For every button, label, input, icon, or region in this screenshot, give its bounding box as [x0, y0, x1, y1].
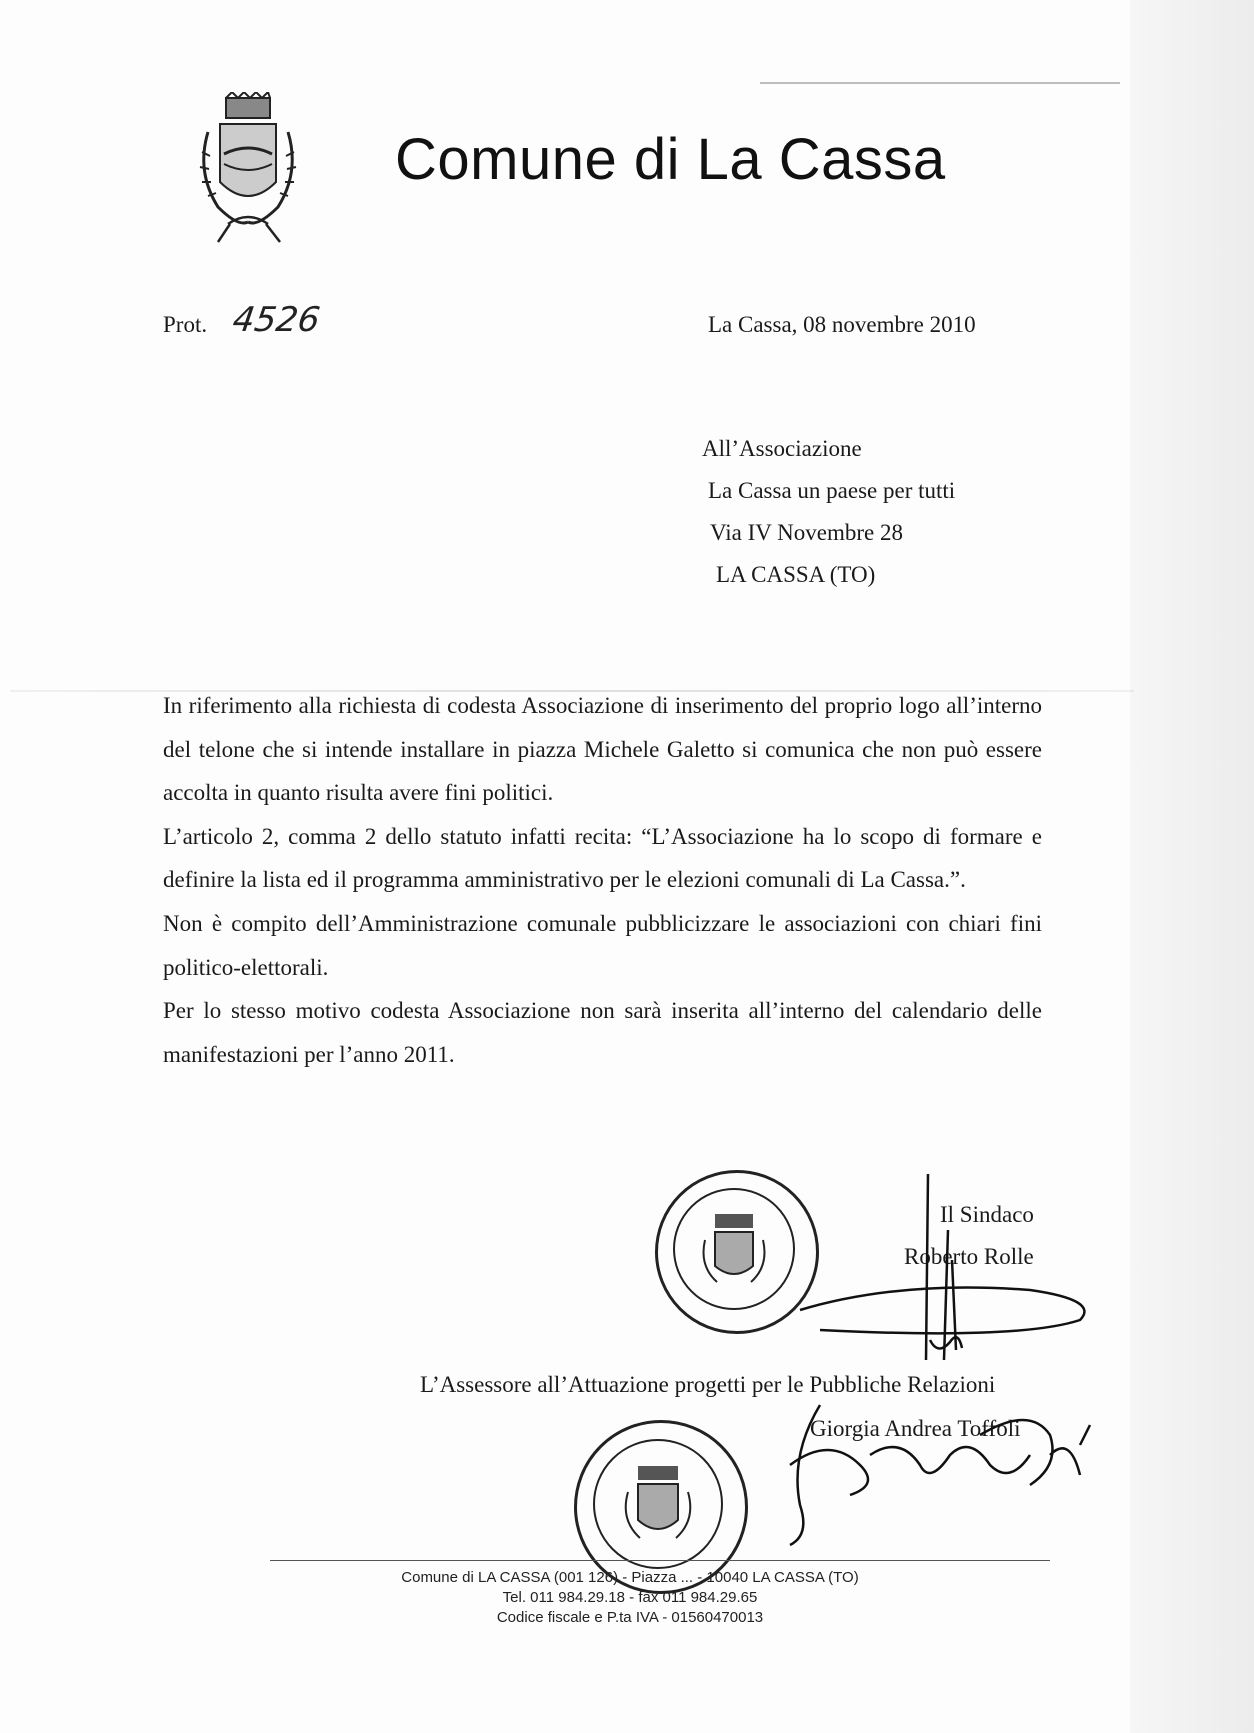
scan-artifact-line: [760, 82, 1120, 84]
councillor-name: Giorgia Andrea Toffoli: [810, 1416, 1021, 1441]
protocol-number: 4526: [230, 300, 323, 340]
mayor-name: Roberto Rolle: [904, 1244, 1034, 1269]
footer-phone: Tel. 011 984.29.18 - fax 011 984.29.65: [502, 1589, 758, 1606]
footer-address: Comune di LA CASSA (001 126) - Piazza ... - 10040 LA CASSA (TO): [401, 1569, 859, 1586]
letter-footer: [270, 1568, 990, 1628]
mayor-title: Il Sindaco: [940, 1202, 1034, 1227]
mayor-signature: [780, 1170, 1120, 1370]
recipient-address: [702, 428, 955, 596]
letter-body: [163, 684, 1042, 1076]
stamp-seal-icon: [574, 1420, 742, 1588]
footer-divider: [270, 1560, 1050, 1561]
scan-edge-shadow: [1130, 0, 1254, 1733]
councillor-signature: [730, 1395, 1110, 1555]
body-paragraph: Non è compito dell’Amministrazione comunale pubblicizzare le associazioni con chiari fini politico-elettorali.: [163, 910, 1042, 980]
municipal-crest-icon: [188, 92, 308, 252]
footer-tax-code: Codice fiscale e P.ta IVA - 01560470013: [496, 1609, 764, 1626]
recipient-line: All’Associazione: [702, 436, 862, 461]
protocol-label: Prot.: [163, 312, 208, 337]
body-paragraph: In riferimento alla richiesta di codesta Associazione di inserimento del proprio logo all’interno del telone che si intende installare in piazza Michele Galetto si comunica che non può essere accolta in quanto risulta avere fini politici.: [163, 693, 1042, 806]
page-title: Comune di La Cassa: [395, 127, 946, 192]
recipient-line: La Cassa un paese per tutti: [708, 478, 956, 503]
recipient-line: Via IV Novembre 28: [710, 520, 904, 545]
letter-date: La Cassa, 08 novembre 2010: [708, 312, 976, 337]
body-paragraph: L’articolo 2, comma 2 dello statuto infatti recita: “L’Associazione ha lo scopo di formare e definire la lista ed il programma amministrativo per le elezioni comunali di La Cassa.”.: [163, 823, 1042, 893]
body-paragraph: Per lo stesso motivo codesta Associazione non sarà inserita all’interno del calendario delle manifestazioni per l’anno 2011.: [163, 998, 1042, 1067]
councillor-title: L’Assessore all’Attuazione progetti per le Pubbliche Relazioni: [420, 1372, 996, 1397]
recipient-line: LA CASSA (TO): [716, 562, 876, 587]
